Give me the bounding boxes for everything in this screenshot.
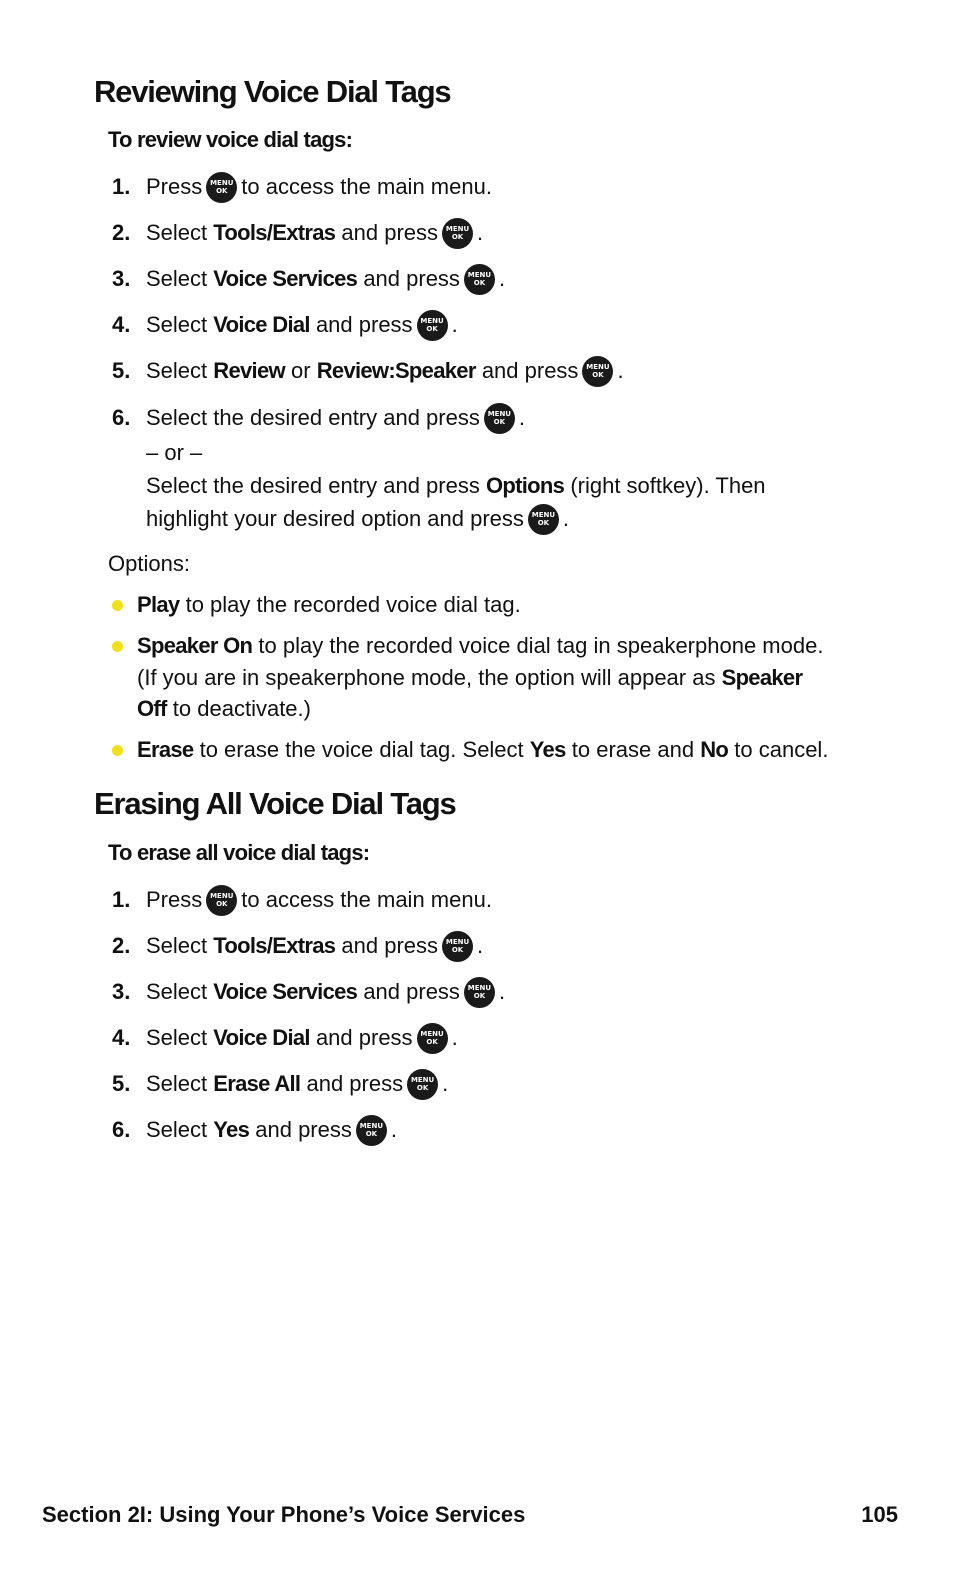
step-text: and press: [306, 1071, 404, 1096]
menu-ok-key-icon: MENU OK: [442, 218, 473, 249]
bullet-icon: [112, 600, 123, 611]
or-separator: – or –: [146, 440, 203, 465]
menu-ok-key-icon: MENU OK: [417, 310, 448, 341]
step-text: and press: [481, 358, 579, 383]
review-step-2: 2. Select Tools/Extras and press MENU OK .: [112, 215, 483, 251]
step-number: 4.: [112, 312, 131, 337]
alt-step-line-1: [146, 469, 766, 503]
menu-item-name: Tools/Extras: [213, 220, 336, 245]
review-step-3: 3. Select Voice Services and press MENU OK .: [112, 261, 505, 297]
menu-item-name: Voice Services: [213, 266, 358, 291]
bullet-icon: [112, 641, 123, 652]
menu-ok-key-icon: MENU OK: [417, 1023, 448, 1054]
step-number: 3.: [112, 266, 131, 291]
step-text: or: [291, 358, 311, 383]
step-text: and press: [341, 933, 439, 958]
step-text: Select: [146, 266, 208, 291]
section-title-erasing: Erasing All Voice Dial Tags: [94, 786, 456, 821]
option-bullet-speaker-on: Speaker On to play the recorded voice dial tag in speakerphone mode.: [112, 630, 823, 662]
softkey-name: Options: [485, 473, 565, 498]
options-label: Options:: [108, 551, 190, 576]
step-text: Select: [146, 1071, 208, 1096]
step-number: 2.: [112, 933, 131, 958]
review-step-4: 4. Select Voice Dial and press MENU OK .: [112, 307, 458, 343]
step-text: Press: [146, 174, 203, 199]
step-text: Select: [146, 358, 208, 383]
step-text: and press: [341, 220, 439, 245]
step-text: to access the main menu.: [241, 174, 492, 199]
menu-ok-key-icon: MENU OK: [582, 356, 613, 387]
option-name: Play: [137, 592, 180, 617]
step-text: Select the desired entry and press: [146, 405, 480, 430]
review-step-6: 6. Select the desired entry and press MENU OK .: [112, 400, 525, 436]
menu-ok-key-icon: MENU OK: [528, 504, 559, 535]
section-title-reviewing: Reviewing Voice Dial Tags: [94, 74, 451, 109]
step-text: and press: [315, 1025, 413, 1050]
menu-item-name: Voice Dial: [213, 1025, 310, 1050]
menu-item-name: Voice Services: [213, 979, 358, 1004]
alt-step-line-2: highlight your desired option and press MENU OK .: [146, 502, 569, 536]
step-text: Press: [146, 887, 203, 912]
step-text: Select: [146, 979, 208, 1004]
bullet-icon: [112, 745, 123, 756]
step-number: 6.: [112, 1117, 131, 1142]
menu-item-name: Voice Dial: [213, 312, 310, 337]
step-number: 3.: [112, 979, 131, 1004]
footer-section-title: Section 2I: Using Your Phone’s Voice Services: [42, 1502, 526, 1527]
option-name: Erase: [137, 737, 194, 762]
option-name: Speaker On: [137, 633, 253, 658]
step-number: 1.: [112, 174, 131, 199]
step-number: 1.: [112, 887, 131, 912]
option-name: Off: [137, 696, 167, 721]
step-text: Select: [146, 933, 208, 958]
menu-ok-key-icon: MENU OK: [407, 1069, 438, 1100]
step-number: 6.: [112, 405, 131, 430]
menu-item-name: Review: [213, 358, 285, 383]
step-text: Select: [146, 1117, 208, 1142]
section-intro-reviewing: To review voice dial tags:: [108, 127, 353, 152]
step-text: and press: [363, 266, 460, 291]
menu-item-name: Tools/Extras: [213, 933, 336, 958]
menu-ok-key-icon: MENU OK: [464, 264, 495, 295]
option-speaker-line-3: Off to deactivate.): [137, 696, 311, 721]
menu-ok-key-icon: MENU OK: [206, 172, 237, 203]
step-text: (right softkey). Then: [570, 473, 766, 498]
menu-ok-key-icon: MENU OK: [484, 403, 515, 434]
erase-step-2: 2. Select Tools/Extras and press MENU OK .: [112, 928, 483, 964]
step-text: Select the desired entry and press: [146, 473, 480, 498]
step-text: highlight your desired option and press: [146, 506, 524, 531]
step-text: Select: [146, 1025, 208, 1050]
erase-step-4: 4. Select Voice Dial and press MENU OK .: [112, 1020, 458, 1056]
review-step-5: 5. Select Review or Review:Speaker and press MENU OK .: [112, 353, 624, 389]
review-step-1: [112, 169, 492, 205]
menu-ok-key-icon: MENU OK: [442, 931, 473, 962]
step-text: Select: [146, 312, 208, 337]
step-number: 5.: [112, 358, 131, 383]
menu-ok-key-icon: MENU OK: [206, 885, 237, 916]
step-text: and press: [315, 312, 413, 337]
section-intro-erasing: To erase all voice dial tags:: [108, 840, 370, 865]
step-text: Select: [146, 220, 208, 245]
menu-ok-key-icon: MENU OK: [464, 977, 495, 1008]
menu-item-name: Erase All: [213, 1071, 301, 1096]
option-name: Speaker: [721, 665, 803, 690]
step-number: 4.: [112, 1025, 131, 1050]
page-number: 105: [861, 1502, 898, 1527]
step-text: and press: [255, 1117, 352, 1142]
step-text: and press: [363, 979, 460, 1004]
step-number: 5.: [112, 1071, 131, 1096]
erase-step-5: 5. Select Erase All and press MENU OK .: [112, 1066, 448, 1102]
option-speaker-line-2: (If you are in speakerphone mode, the option will appear as Speaker: [137, 665, 803, 690]
erase-step-6: 6. Select Yes and press MENU OK .: [112, 1112, 397, 1148]
menu-ok-key-icon: MENU OK: [356, 1115, 387, 1146]
menu-item-name: Yes: [213, 1117, 250, 1142]
erase-step-3: 3. Select Voice Services and press MENU OK .: [112, 974, 505, 1010]
menu-item-name: Review:Speaker: [316, 358, 476, 383]
option-bullet-erase: Erase to erase the voice dial tag. Select Yes to erase and No to cancel.: [112, 734, 828, 766]
option-bullet-play: Play to play the recorded voice dial tag.: [112, 589, 521, 621]
step-text: to access the main menu.: [241, 887, 492, 912]
erase-step-1: [112, 882, 492, 918]
step-number: 2.: [112, 220, 131, 245]
